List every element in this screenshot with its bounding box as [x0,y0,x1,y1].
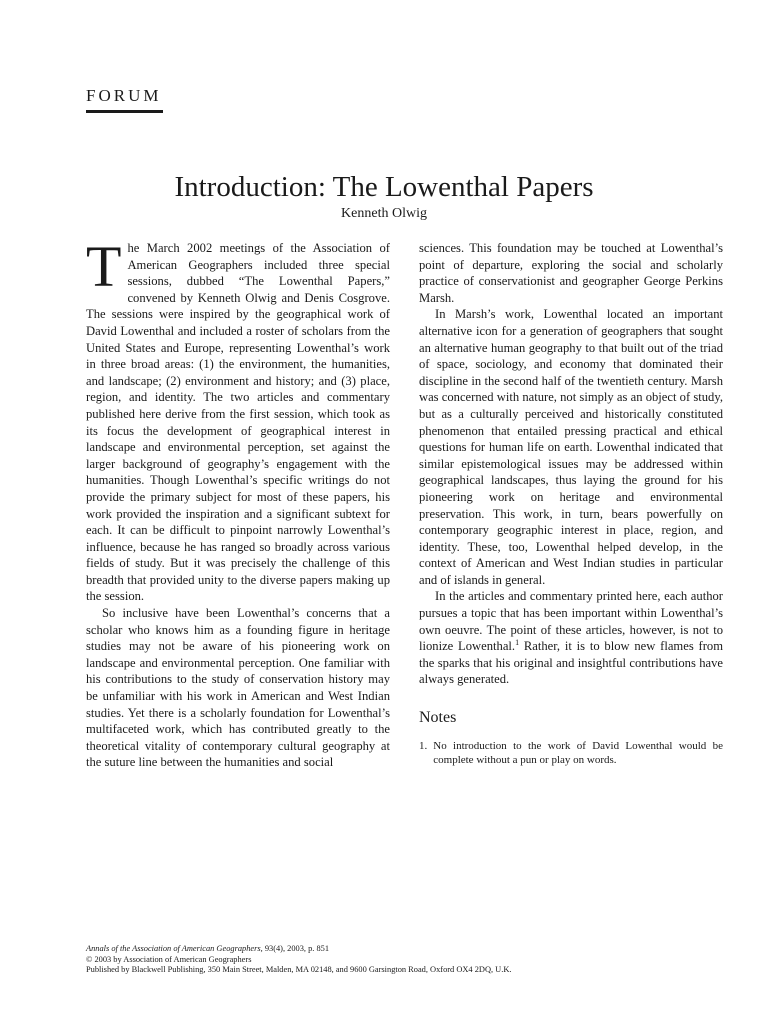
paragraph-1-text: he March 2002 meetings of the Association of American Geographers included three special sessions, dubbed “The Lowenthal Papers,” convened by Kenneth Olwig and Denis Cosgrove. The sessions were inspired by the geographical work of David Lowenthal and included a roster of scholars from the United States and Europe, representing Lowenthal’s work in three broad areas: (1) the environment, the humanities, and landscape; (2) environment and history; and (3) place, region, and identity. The two articles and commentary published here derive from the first session, which took as its focus the development of geographical interest in landscape and environmental perception, set against the larger background of geography’s engagement with the humanities. Though Lowenthal’s specific writings do not provide the primary subject for most of these papers, his work provided the inspiration and a significant subtext for each. It can be difficult to pinpoint narrowly Lowenthal’s influence, because he has ranged so broadly across various fields of study. But it was precisely the challenge of this breadth that provided unity to the diverse papers making up the session. [86,241,390,604]
note-item [419,739,723,767]
section-rule [86,110,163,113]
publisher-line: Published by Blackwell Publishing, 350 Main Street, Malden, MA 02148, and 9600 Garsington Road, Oxford OX4 2DQ, U.K. [86,965,512,974]
paragraph-2: So inclusive have been Lowenthal’s concerns that a scholar who knows him as a founding figure in heritage studies may not be aware of his pioneering work on landscape and environmental perception. One familiar with his contributions to the study of conservation history may be unfamiliar with his work in American and West Indian studies. Yet there is a scholarly foundation for Lowenthal’s multifaceted work, which has contributed greatly to the theoretical vitality of contemporary cultural geography at the suture line between the humanities and social [86,606,390,770]
notes-list [419,739,723,767]
note-text: No introduction to the work of David Lowenthal would be complete without a pun or play on words. [433,739,723,766]
copyright-line: © 2003 by Association of American Geographers [86,954,252,964]
paragraph-4-text-b: Rather, it is to blow new flames from the sparks that his original and insightful contributions have always generated. [419,639,723,687]
note-number: 1. [419,739,428,752]
journal-name: Annals of the Association of American Geographers, [86,944,263,953]
paragraph-4-text-a: In the articles and commentary printed here, each author pursues a topic that has been important within Lowenthal’s own oeuvre. The point of these articles, however, is not to lionize Lowenthal. [419,589,723,654]
journal-citation: 93(4), 2003, p. 851 [262,944,330,953]
paragraph-2-continued: sciences. This foundation may be touched at Lowenthal’s point of departure, exploring the social and scholarly practice of conservationist and geographer George Perkins Marsh. [419,241,723,305]
paragraph-1 [86,234,390,605]
author-name: Kenneth Olwig [341,206,427,221]
article-title: Introduction: The Lowenthal Papers [174,171,594,204]
notes-heading: Notes [419,709,457,727]
paragraph-4 [419,588,723,688]
footer-citation-line [86,944,511,955]
footnote-ref[interactable]: 1 [515,638,520,648]
drop-cap: T [86,234,122,299]
left-column [86,234,390,771]
page-footer [86,944,511,976]
right-column [419,240,723,767]
paragraph-3: In Marsh’s work, Lowenthal located an important alternative icon for a generation of geographers that sought an alternative human geography to that built out of the triad of space, sociology, and economy that dominated their discipline in the second half of the twentieth century. Marsh was concerned with nature, not simply as an object of study, but as a culturally perceived and historically constituted phenomenon that entailed pressing practical and ethical questions for human life on earth. Lowenthal indicated that similar epistemological issues may be addressed within geographical landscapes, thus laying the ground for his pioneering work on heritage and environmental preservation. This work, in turn, bears powerfully on contemporary geographic interest in place, region, and identity. These, too, Lowenthal helped develop, in the context of American and West Indian studies in particular and of islands in general. [419,307,723,587]
section-label: FORUM [86,86,162,105]
